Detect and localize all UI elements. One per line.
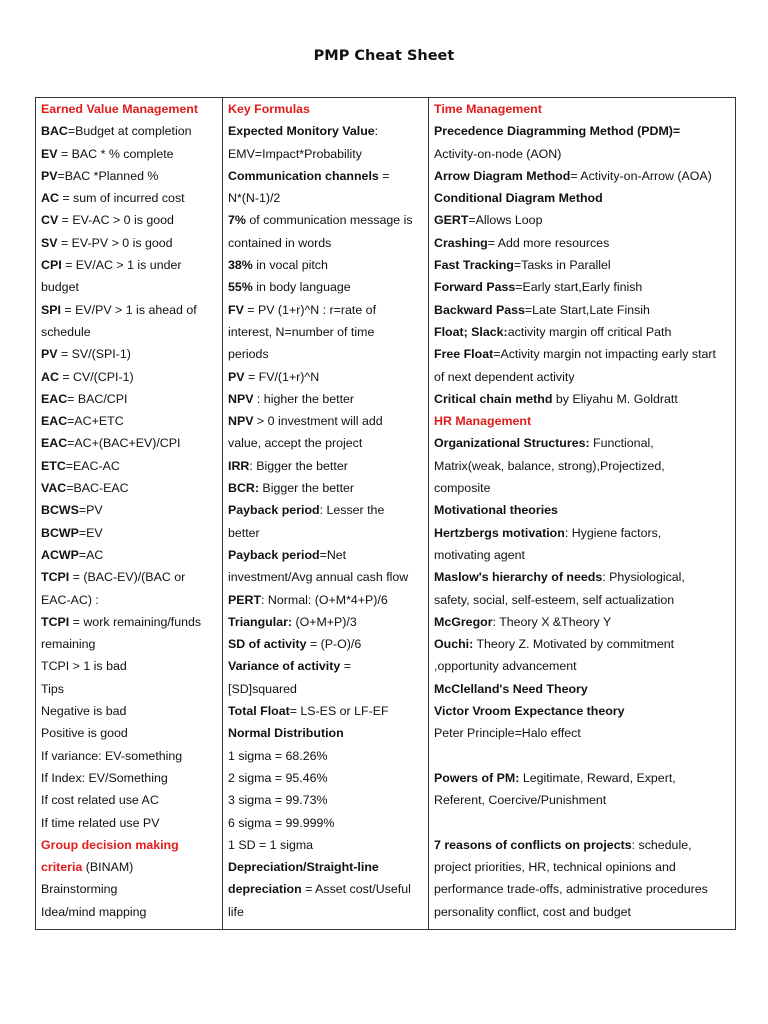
- line-text: = SV/(SPI-1): [57, 347, 131, 362]
- text-line: [41, 120, 217, 142]
- line-text: 3 sigma = 99.73%: [228, 793, 328, 808]
- bold-term: CV: [41, 213, 59, 228]
- text-line: [434, 655, 730, 677]
- text-line: [41, 678, 217, 700]
- text-line: [434, 143, 730, 165]
- line-text: = EV/PV > 1 is ahead of: [60, 302, 197, 317]
- bold-term: Variance of activity: [228, 659, 341, 674]
- bold-term: Crashing: [434, 235, 488, 250]
- bold-term: EAC: [41, 414, 68, 429]
- text-line: [41, 455, 217, 477]
- bold-term: PV: [228, 369, 245, 384]
- text-line: [434, 789, 730, 811]
- text-line: [41, 209, 217, 231]
- line-text: =: [378, 168, 390, 183]
- line-text: performance trade-offs, administrative procedures: [434, 882, 708, 897]
- bold-term: ETC: [41, 458, 66, 473]
- text-line: [434, 901, 730, 923]
- text-line: [41, 366, 217, 388]
- bold-term: Conditional Diagram Method: [434, 191, 603, 206]
- line-text: value, accept the project: [228, 436, 363, 451]
- line-text: 1 sigma = 68.26%: [228, 748, 328, 763]
- line-text: : Bigger the better: [249, 458, 348, 473]
- bold-term: Backward Pass: [434, 302, 525, 317]
- text-line: [228, 589, 423, 611]
- bold-term: AC: [41, 369, 59, 384]
- text-line: [41, 432, 217, 454]
- text-line: [228, 655, 423, 677]
- line-text: = CV/(CPI-1): [58, 369, 134, 384]
- text-line: [228, 477, 423, 499]
- line-text: If Index: EV/Something: [41, 770, 168, 785]
- bold-term: NPV: [228, 391, 254, 406]
- line-text: =Early start,Early finish: [515, 280, 643, 295]
- line-text: TCPI > 1 is bad: [41, 659, 127, 674]
- text-line: [228, 321, 423, 343]
- text-line: [41, 388, 217, 410]
- line-text: Negative is bad: [41, 704, 127, 719]
- line-text: life: [228, 904, 244, 919]
- text-line: [41, 566, 217, 588]
- line-text: =: [340, 659, 351, 674]
- line-text: Tips: [41, 681, 64, 696]
- line-text: investment/Avg annual cash flow: [228, 570, 409, 585]
- text-line: [434, 343, 730, 365]
- line-text: Activity-on-node (AON): [434, 146, 562, 161]
- line-text: = BAC/CPI: [67, 391, 128, 406]
- line-text: =AC+ETC: [67, 414, 124, 429]
- text-line: [228, 143, 423, 165]
- line-text: remaining: [41, 637, 96, 652]
- text-line: [228, 120, 423, 142]
- bold-term: SD of activity: [228, 637, 307, 652]
- text-line: [41, 856, 217, 878]
- table-row: [36, 98, 736, 930]
- line-text: safety, social, self-esteem, self actualization: [434, 592, 675, 607]
- text-line: [434, 611, 730, 633]
- text-line: [41, 343, 217, 365]
- line-text: =EAC-AC: [65, 458, 120, 473]
- text-line: [228, 299, 423, 321]
- bold-term: Payback period: [228, 547, 320, 562]
- line-text: by Eliyahu M. Goldratt: [552, 391, 678, 406]
- text-line: [434, 722, 730, 744]
- line-text: Matrix(weak, balance, strong),Projectized,: [434, 458, 665, 473]
- line-text: : Theory X &Theory Y: [492, 614, 612, 629]
- section-heading: HR Management: [434, 414, 532, 429]
- bold-term: Forward Pass: [434, 280, 516, 295]
- text-line: [228, 566, 423, 588]
- text-line: [228, 544, 423, 566]
- bold-term: VAC: [41, 481, 67, 496]
- blank-line: [434, 745, 730, 767]
- text-line: [41, 633, 217, 655]
- line-text: : Hygiene factors,: [564, 525, 662, 540]
- line-text: =Tasks in Parallel: [513, 258, 611, 273]
- text-line: [41, 522, 217, 544]
- bold-term: BCWS: [41, 503, 79, 518]
- bold-term: Depreciation/Straight-line: [228, 860, 379, 875]
- line-text: interest, N=number of time: [228, 324, 375, 339]
- line-text: =BAC-EAC: [66, 481, 129, 496]
- line-text: periods: [228, 347, 269, 362]
- section-heading: Group decision making: [41, 837, 179, 852]
- bold-term: BCWP: [41, 525, 79, 540]
- bold-term: ACWP: [41, 547, 79, 562]
- line-text: Referent, Coercive/Punishment: [434, 793, 607, 808]
- column-time-hr-management: [429, 98, 736, 930]
- column-earned-value: [36, 98, 223, 930]
- text-line: [228, 410, 423, 432]
- line-text: [SD]squared: [228, 681, 297, 696]
- page-title: PMP Cheat Sheet: [313, 48, 455, 64]
- bold-term: EAC: [41, 391, 68, 406]
- text-line: [228, 455, 423, 477]
- text-line: [41, 98, 217, 120]
- line-text: : Normal: (O+M*4+P)/6: [261, 592, 388, 607]
- line-text: =Activity margin not impacting early start: [493, 347, 716, 362]
- line-text: 1 SD = 1 sigma: [228, 837, 314, 852]
- text-line: [41, 700, 217, 722]
- text-line: [41, 544, 217, 566]
- line-text: EMV=Impact*Probability: [228, 146, 362, 161]
- bold-term: Normal Distribution: [228, 726, 344, 741]
- line-text: EAC-AC) :: [41, 592, 99, 607]
- line-text: = EV/AC > 1 is under: [61, 258, 182, 273]
- text-line: [228, 432, 423, 454]
- text-line: [41, 187, 217, 209]
- line-text: = LS-ES or LF-EF: [289, 704, 389, 719]
- line-text: motivating agent: [434, 547, 525, 562]
- line-text: budget: [41, 280, 79, 295]
- text-line: [228, 633, 423, 655]
- bold-term: EV: [41, 146, 58, 161]
- text-line: [41, 878, 217, 900]
- text-line: [228, 789, 423, 811]
- text-line: [228, 366, 423, 388]
- line-text: 2 sigma = 95.46%: [228, 770, 328, 785]
- line-text: of communication message is: [245, 213, 413, 228]
- text-line: [228, 834, 423, 856]
- line-text: activity margin off critical Path: [507, 324, 672, 339]
- bold-term: Arrow Diagram Method: [434, 168, 571, 183]
- text-line: [228, 187, 423, 209]
- text-line: [228, 901, 423, 923]
- bold-term: CPI: [41, 258, 62, 273]
- bold-term: PV: [41, 347, 58, 362]
- line-text: : schedule,: [631, 837, 692, 852]
- bold-term: 55%: [228, 280, 253, 295]
- line-text: = EV-PV > 0 is good: [57, 235, 173, 250]
- bold-term: Fast Tracking: [434, 258, 514, 273]
- text-line: [228, 522, 423, 544]
- bold-term: Total Float: [228, 704, 290, 719]
- bold-term: Hertzbergs motivation: [434, 525, 565, 540]
- bold-term: Communication channels: [228, 168, 379, 183]
- text-line: [434, 589, 730, 611]
- line-text: = work remaining/funds: [69, 614, 202, 629]
- text-line: [434, 455, 730, 477]
- text-line: [228, 209, 423, 231]
- bold-term: SV: [41, 235, 58, 250]
- text-line: [228, 388, 423, 410]
- text-line: [228, 499, 423, 521]
- line-text: personality conflict, cost and budget: [434, 904, 631, 919]
- text-line: [434, 477, 730, 499]
- text-line: [434, 254, 730, 276]
- text-line: [434, 834, 730, 856]
- text-line: [41, 789, 217, 811]
- text-line: [228, 700, 423, 722]
- line-text: = (BAC-EV)/(BAC or: [69, 570, 186, 585]
- section-heading: Time Management: [434, 102, 542, 116]
- text-line: [228, 767, 423, 789]
- text-line: [228, 611, 423, 633]
- bold-term: Powers of PM:: [434, 770, 520, 785]
- bold-term: TCPI: [41, 570, 70, 585]
- text-line: [41, 299, 217, 321]
- text-line: [228, 745, 423, 767]
- line-text: = FV/(1+r)^N: [244, 369, 320, 384]
- text-line: [41, 254, 217, 276]
- line-text: : Physiological,: [602, 570, 685, 585]
- text-line: [228, 254, 423, 276]
- text-line: [228, 678, 423, 700]
- bold-term: Motivational theories: [434, 503, 558, 518]
- text-line: [41, 834, 217, 856]
- line-text: = PV (1+r)^N : r=rate of: [243, 302, 377, 317]
- text-line: [41, 165, 217, 187]
- line-text: contained in words: [228, 235, 332, 250]
- line-text: = Add more resources: [487, 235, 610, 250]
- line-text: schedule: [41, 324, 91, 339]
- line-text: Peter Principle=Halo effect: [434, 726, 581, 741]
- bold-term: BCR:: [228, 481, 259, 496]
- text-line: [41, 276, 217, 298]
- text-line: [434, 120, 730, 142]
- line-text: 6 sigma = 99.999%: [228, 815, 335, 830]
- line-text: If variance: EV-something: [41, 748, 183, 763]
- text-line: [228, 276, 423, 298]
- line-text: =Net: [319, 547, 347, 562]
- line-text: =AC: [78, 547, 104, 562]
- text-line: [434, 232, 730, 254]
- text-line: [41, 812, 217, 834]
- column-key-formulas: [223, 98, 429, 930]
- line-text: = sum of incurred cost: [58, 191, 185, 206]
- text-line: [228, 343, 423, 365]
- line-text: Idea/mind mapping: [41, 904, 147, 919]
- text-line: [228, 98, 423, 120]
- text-line: [434, 187, 730, 209]
- bold-term: Expected Monitory Value: [228, 124, 375, 139]
- bold-term: FV: [228, 302, 244, 317]
- text-line: [41, 321, 217, 343]
- text-line: [434, 678, 730, 700]
- bold-term: Triangular:: [228, 614, 293, 629]
- bold-term: Critical chain methd: [434, 391, 553, 406]
- line-text: composite: [434, 481, 491, 496]
- line-text: ,opportunity advancement: [434, 659, 577, 674]
- line-text: :: [374, 124, 379, 139]
- bold-term: BAC: [41, 124, 68, 139]
- line-text: =PV: [78, 503, 103, 518]
- text-line: [434, 410, 730, 432]
- text-line: [41, 767, 217, 789]
- line-text: Positive is good: [41, 726, 128, 741]
- text-line: [434, 388, 730, 410]
- line-text: = Activity-on-Arrow (AOA): [570, 168, 712, 183]
- line-text: =EV: [78, 525, 103, 540]
- text-line: [41, 410, 217, 432]
- text-line: [41, 143, 217, 165]
- blank-line: [434, 812, 730, 834]
- bold-term: Maslow's hierarchy of needs: [434, 570, 603, 585]
- section-heading: Earned Value Management: [41, 102, 198, 116]
- line-text: N*(N-1)/2: [228, 191, 281, 206]
- line-text: in vocal pitch: [252, 258, 328, 273]
- bold-term: IRR: [228, 458, 250, 473]
- line-text: = Asset cost/Useful: [301, 882, 411, 897]
- text-line: [41, 901, 217, 923]
- text-line: [434, 856, 730, 878]
- section-heading: criteria: [41, 860, 83, 875]
- text-line: [434, 566, 730, 588]
- text-line: [434, 499, 730, 521]
- line-text: Legitimate, Reward, Expert,: [519, 770, 676, 785]
- text-line: [434, 700, 730, 722]
- line-text: = (P-O)/6: [306, 637, 362, 652]
- text-line: [41, 477, 217, 499]
- text-line: [41, 655, 217, 677]
- bold-term: Precedence Diagramming Method (PDM)=: [434, 124, 681, 139]
- bold-term: Ouchi:: [434, 637, 474, 652]
- text-line: [434, 878, 730, 900]
- bold-term: TCPI: [41, 614, 70, 629]
- text-line: [434, 321, 730, 343]
- text-line: [41, 232, 217, 254]
- line-text: =BAC *Planned %: [57, 168, 159, 183]
- line-text: (BINAM): [82, 860, 134, 875]
- line-text: If cost related use AC: [41, 793, 159, 808]
- text-line: [228, 812, 423, 834]
- line-text: (O+M+P)/3: [292, 614, 357, 629]
- text-line: [41, 745, 217, 767]
- line-text: =AC+(BAC+EV)/CPI: [67, 436, 181, 451]
- text-line: [434, 522, 730, 544]
- text-line: [41, 611, 217, 633]
- line-text: : higher the better: [253, 391, 355, 406]
- text-line: [434, 432, 730, 454]
- text-line: [434, 276, 730, 298]
- text-line: [228, 722, 423, 744]
- bold-term: 7%: [228, 213, 246, 228]
- text-line: [434, 98, 730, 120]
- bold-term: EAC: [41, 436, 68, 451]
- text-line: [434, 299, 730, 321]
- bold-term: PV: [41, 168, 58, 183]
- text-line: [434, 767, 730, 789]
- bold-term: SPI: [41, 302, 61, 317]
- bold-term: Organizational Structures:: [434, 436, 590, 451]
- bold-term: Free Float: [434, 347, 494, 362]
- bold-term: GERT: [434, 213, 469, 228]
- bold-term: McClelland's Need Theory: [434, 681, 588, 696]
- text-line: [228, 165, 423, 187]
- bold-term: AC: [41, 191, 59, 206]
- line-text: Theory Z. Motivated by commitment: [473, 637, 675, 652]
- text-line: [434, 366, 730, 388]
- bold-term: depreciation: [228, 882, 302, 897]
- text-line: [41, 722, 217, 744]
- text-line: [228, 856, 423, 878]
- bold-term: Float; Slack:: [434, 324, 508, 339]
- bold-term: Victor Vroom Expectance theory: [434, 704, 625, 719]
- line-text: Bigger the better: [258, 481, 355, 496]
- line-text: =Allows Loop: [468, 213, 543, 228]
- line-text: of next dependent activity: [434, 369, 575, 384]
- bold-term: Payback period: [228, 503, 320, 518]
- bold-term: PERT: [228, 592, 262, 607]
- line-text: =Late Start,Late Finsih: [524, 302, 650, 317]
- line-text: Functional,: [589, 436, 654, 451]
- text-line: [41, 589, 217, 611]
- line-text: > 0 investment will add: [253, 414, 383, 429]
- cheat-sheet-table: [35, 97, 736, 930]
- text-line: [434, 544, 730, 566]
- text-line: [434, 165, 730, 187]
- text-line: [41, 499, 217, 521]
- bold-term: McGregor: [434, 614, 493, 629]
- line-text: Brainstorming: [41, 882, 118, 897]
- text-line: [434, 209, 730, 231]
- line-text: If time related use PV: [41, 815, 160, 830]
- text-line: [434, 633, 730, 655]
- line-text: project priorities, HR, technical opinions and: [434, 860, 676, 875]
- text-line: [228, 232, 423, 254]
- bold-term: NPV: [228, 414, 254, 429]
- line-text: = EV-AC > 0 is good: [58, 213, 174, 228]
- line-text: better: [228, 525, 260, 540]
- line-text: in body language: [252, 280, 351, 295]
- line-text: = BAC * % complete: [57, 146, 174, 161]
- bold-term: 38%: [228, 258, 253, 273]
- line-text: : Lesser the: [319, 503, 385, 518]
- section-heading: Key Formulas: [228, 102, 310, 116]
- bold-term: 7 reasons of conflicts on projects: [434, 837, 632, 852]
- text-line: [228, 878, 423, 900]
- line-text: =Budget at completion: [67, 124, 192, 139]
